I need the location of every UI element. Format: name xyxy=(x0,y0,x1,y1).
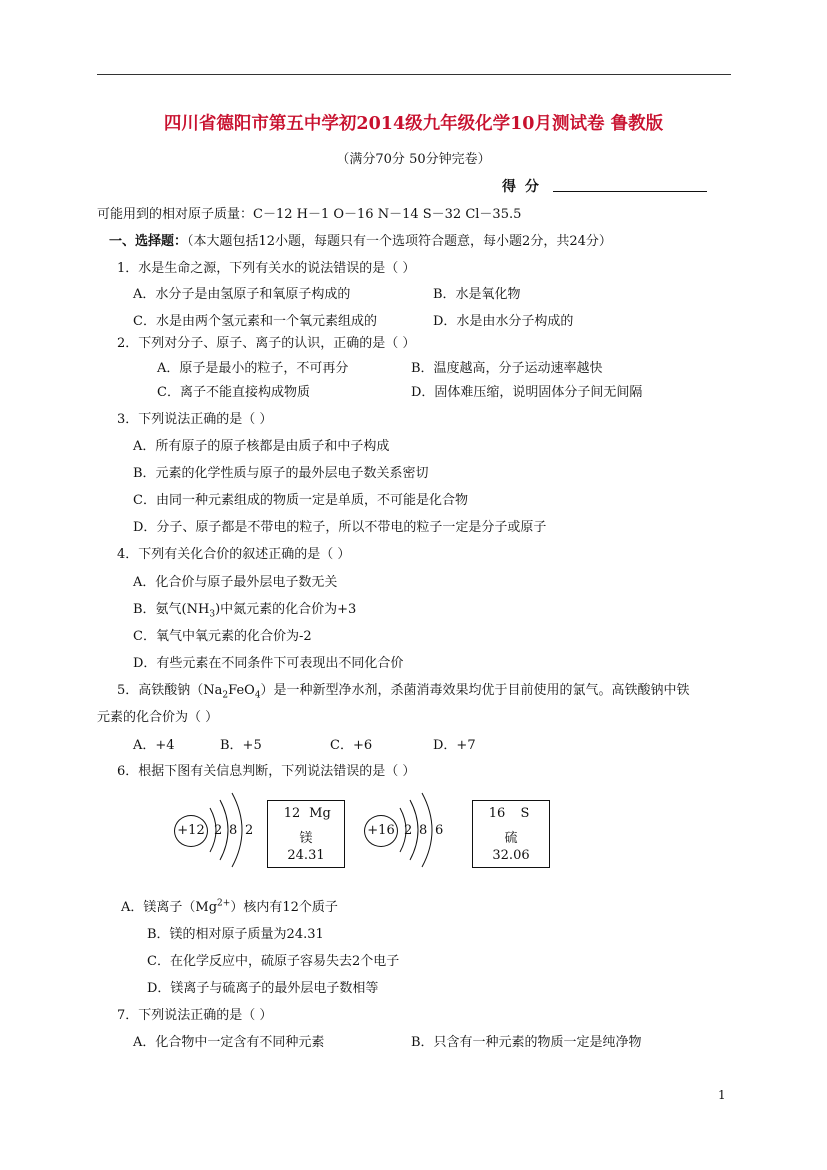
mg-symbol: Mg xyxy=(309,806,331,821)
mg-mass: 24.31 xyxy=(287,848,325,863)
q2-option-a: A．原子是最小的粒子，不可再分 xyxy=(157,361,349,376)
q1-option-b: B．水是氧化物 xyxy=(433,287,521,302)
q6-option-c: C．在化学反应中，硫原子容易失去2个电子 xyxy=(147,954,400,969)
section-title: 一、选择题： xyxy=(109,234,188,249)
q4-option-d: D．有些元素在不同条件下可表现出不同化合价 xyxy=(133,656,404,671)
s-mass: 32.06 xyxy=(492,848,530,863)
q3-option-a: A．所有原子的原子核都是由质子和中子构成 xyxy=(133,439,390,454)
page-number: 1 xyxy=(718,1088,726,1102)
q5-option-d: D．+7 xyxy=(433,738,476,753)
q7-option-a: A．化合物中一定含有不同种元素 xyxy=(133,1035,325,1050)
page-subtitle: （满分70分 50分钟完卷） xyxy=(336,152,491,167)
q3-option-b: B．元素的化学性质与原子的最外层电子数关系密切 xyxy=(133,466,429,481)
q1-option-d: D．水是由水分子构成的 xyxy=(433,314,574,329)
q2-option-d: D．固体难压缩，说明固体分子间无间隔 xyxy=(411,385,643,400)
q6-option-b: B．镁的相对原子质量为24.31 xyxy=(147,927,324,942)
q3-option-d: D．分子、原子都是不带电的粒子，所以不带电的粒子一定是分子或原子 xyxy=(133,520,547,535)
mg-shell-3: 2 xyxy=(245,823,254,838)
q1-option-a: A．水分子是由氢原子和氧原子构成的 xyxy=(133,287,351,302)
header-rule xyxy=(97,74,731,75)
q6-option-d: D．镁离子与硫离子的最外层电子数相等 xyxy=(147,981,379,996)
q2-option-c: C．离子不能直接构成物质 xyxy=(157,385,310,400)
q2-stem: 2．下列对分子、原子、离子的认识，正确的是（ ） xyxy=(117,336,416,351)
mg-shell-1: 2 xyxy=(214,823,223,838)
q4-option-b: B．氨气$(NH_3)$中氮元素的化合价为+3 xyxy=(133,602,357,620)
section-desc: （本大题包括12小题，每题只有一个选项符合题意，每小题2分，共24分） xyxy=(187,234,612,249)
q5-option-a: A．+4 xyxy=(133,738,175,753)
s-symbol: S xyxy=(520,806,530,821)
q1-stem: 1．水是生命之源，下列有关水的说法错误的是（ ） xyxy=(117,261,416,276)
q5-stem: 5．高铁酸钠$(Na_2FeO_4)$是一种新型净水剂，杀菌消毒效果均优于目前使用的氯气。高铁酸钠中铁 xyxy=(117,683,690,701)
q6-option-a: A．镁离子$(Mg^{2+})$核内有12个质子 xyxy=(121,898,338,915)
q3-stem: 3．下列说法正确的是（ ） xyxy=(117,412,273,427)
q5-option-b: B．+5 xyxy=(220,738,262,753)
q3-option-c: C．由同一种元素组成的物质一定是单质，不可能是化合物 xyxy=(133,493,468,508)
mg-nucleus: +12 xyxy=(174,815,208,847)
q4-option-c: C．氧气中氧元素的化合价为-2 xyxy=(133,629,312,644)
s-element-card xyxy=(472,800,550,868)
page-title: 四川省德阳市第五中学初2014级九年级化学10月测试卷 鲁教版 xyxy=(163,114,664,134)
q7-option-b: B．只含有一种元素的物质一定是纯净物 xyxy=(411,1035,642,1050)
s-atomic-number: 16 xyxy=(488,806,506,821)
q7-stem: 7．下列说法正确的是（ ） xyxy=(117,1008,273,1023)
score-blank-line xyxy=(553,191,707,192)
score-label: 得 分 xyxy=(502,179,541,195)
q5-option-c: C．+6 xyxy=(330,738,373,753)
q4-option-a: A．化合价与原子最外层电子数无关 xyxy=(133,575,338,590)
mg-element-card xyxy=(267,800,345,868)
q4-stem: 4．下列有关化合价的叙述正确的是（ ） xyxy=(117,547,351,562)
s-nucleus: +16 xyxy=(364,815,398,847)
s-shell-3: 6 xyxy=(435,823,444,838)
q2-option-b: B．温度越高，分子运动速率越快 xyxy=(411,361,603,376)
q5-stem-continued: 元素的化合价为（ ） xyxy=(97,710,219,725)
q1-option-c: C．水是由两个氢元素和一个氧元素组成的 xyxy=(133,314,377,329)
s-shell-1: 2 xyxy=(404,823,413,838)
mg-shell-2: 8 xyxy=(229,823,238,838)
mg-atomic-number: 12 xyxy=(283,806,301,821)
section-heading xyxy=(109,230,612,249)
s-name: 硫 xyxy=(504,831,518,846)
atomic-masses: 可能用到的相对原子质量：C－12 H－1 O－16 N－14 S－32 Cl－35.5 xyxy=(97,207,522,222)
s-shell-2: 8 xyxy=(419,823,428,838)
mg-name: 镁 xyxy=(299,831,313,846)
q6-stem: 6．根据下图有关信息判断，下列说法错误的是（ ） xyxy=(117,764,416,779)
